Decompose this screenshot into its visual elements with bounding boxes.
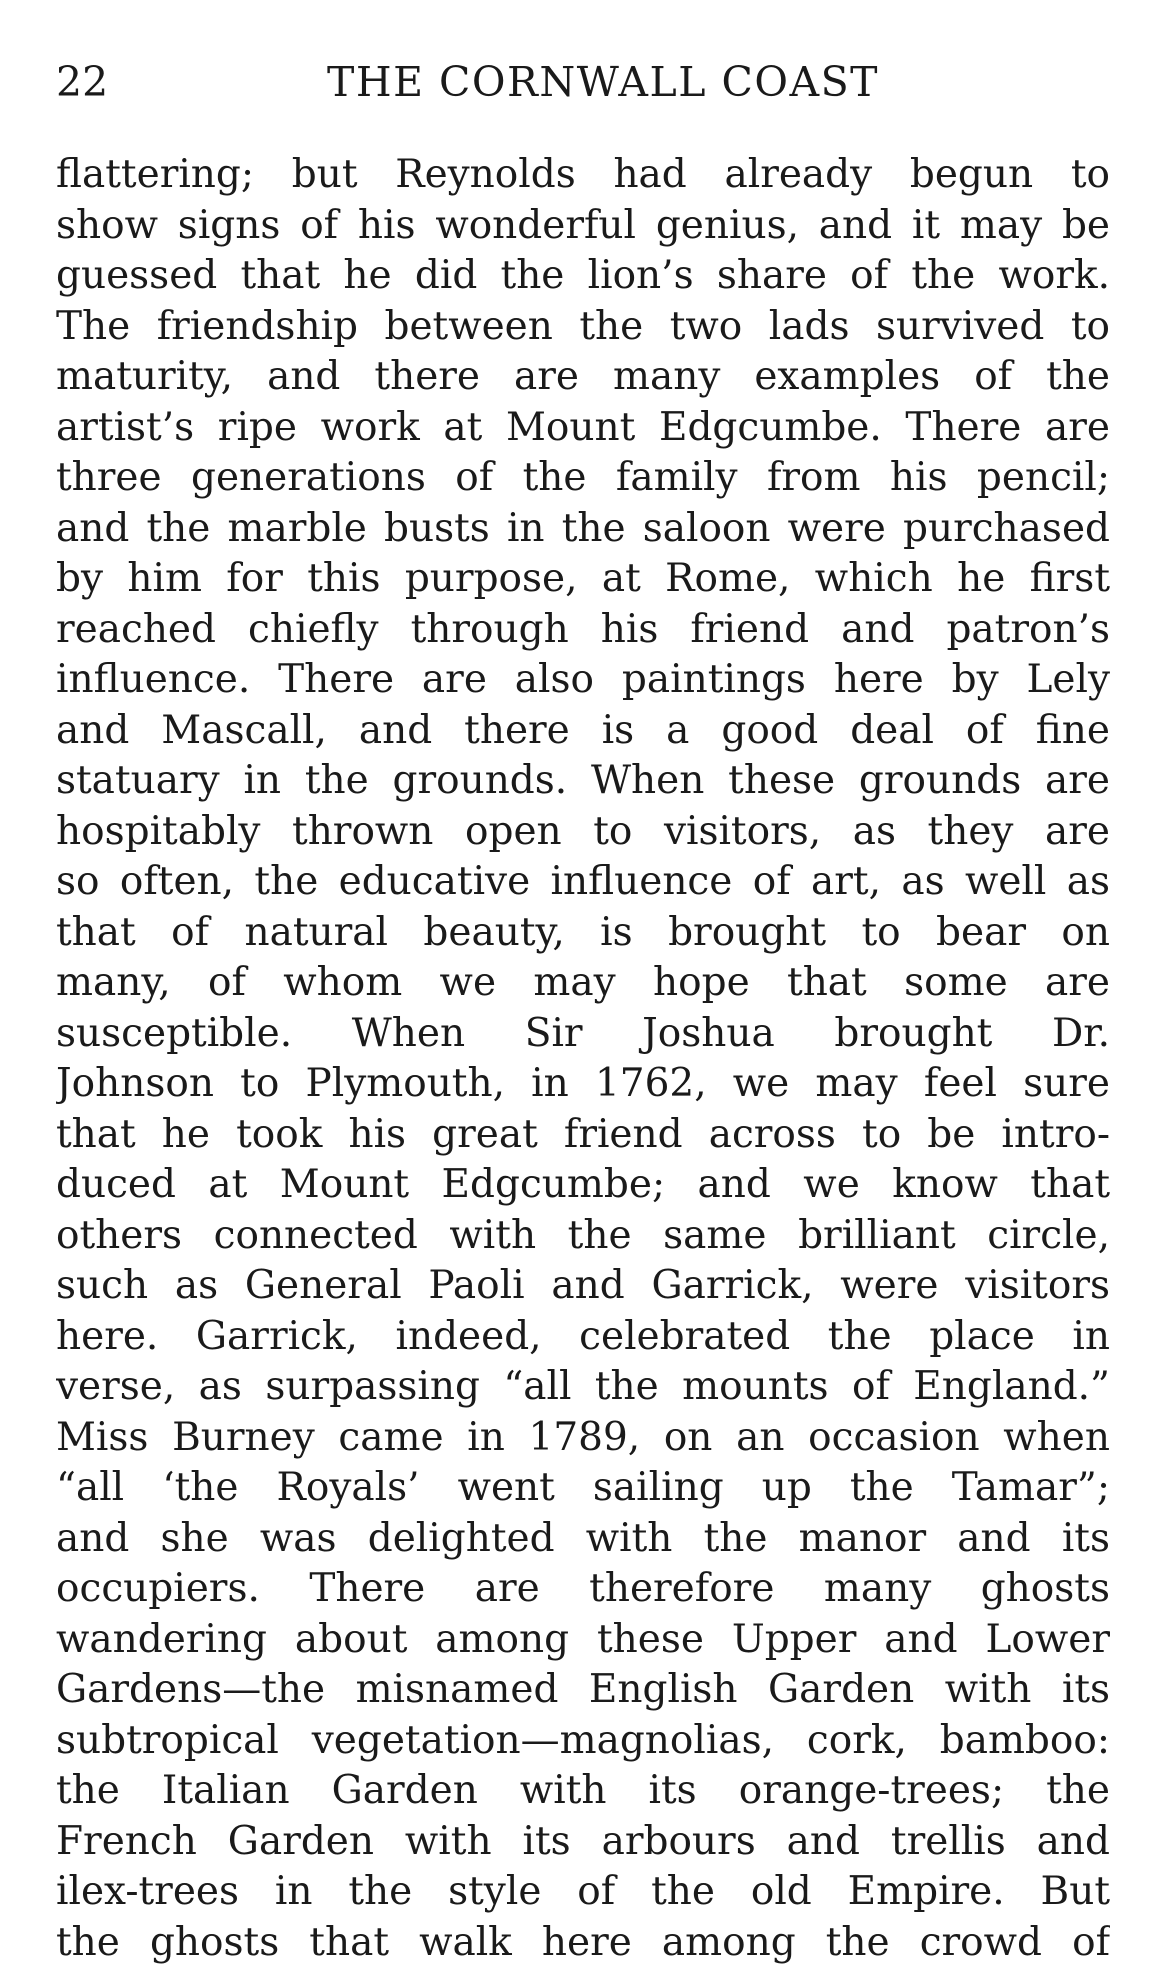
text-line: three generations of the family from his pencil; [56, 455, 1110, 500]
text-line: occupiers. There are therefore many ghosts [56, 1566, 1110, 1611]
text-line: such as General Paoli and Garrick, were visitors [56, 1263, 1110, 1308]
text-line: and Mascall, and there is a good deal of fine [56, 707, 1110, 753]
text-line: by him for this purpose, at Rome, which he first [56, 556, 1110, 601]
text-line: duced at Mount Edgcumbe; and we know that [56, 1162, 1110, 1207]
text-line: Miss Burney came in 1789, on an occasion when [56, 1414, 1110, 1460]
text-line: show signs of his wonderful genius, and it may be [56, 202, 1110, 248]
text-line: wandering about among these Upper and Lower [56, 1616, 1110, 1662]
text-line: here. Garrick, indeed, celebrated the place in [56, 1313, 1110, 1359]
text-line: reached chiefly through his friend and patron’s [56, 606, 1110, 652]
text-line: and the marble busts in the saloon were purchased [56, 505, 1110, 551]
text-line: artist’s ripe work at Mount Edgcumbe. There are [56, 404, 1110, 450]
page-number: 22 [56, 58, 109, 106]
text-line: verse, as surpassing “all the mounts of England.” [56, 1364, 1110, 1409]
text-line: that he took his great friend across to be intro- [56, 1111, 1110, 1157]
running-head [56, 52, 1110, 112]
text-line: the Italian Garden with its orange-trees; the [56, 1768, 1110, 1813]
text-line: guessed that he did the lion’s share of the work. [56, 253, 1110, 298]
text-line: subtropical vegetation—magnolias, cork, bamboo: [56, 1717, 1110, 1763]
text-line: French Garden with its arbours and trellis and [56, 1818, 1110, 1864]
text-line: that of natural beauty, is brought to bear on [56, 909, 1110, 955]
text-line: The friendship between the two lads survived to [56, 303, 1110, 349]
text-line: maturity, and there are many examples of the [56, 354, 1110, 399]
text-line: Johnson to Plymouth, in 1762, we may feel sure [56, 1061, 1110, 1106]
text-line: many, of whom we may hope that some are [56, 960, 1110, 1005]
text-line: the ghosts that walk here among the crowd of [56, 1919, 1110, 1965]
text-line: and she was delighted with the manor and its [56, 1515, 1110, 1561]
text-line: “all ‘the Royals’ went sailing up the Tamar”; [56, 1465, 1110, 1510]
body-text [56, 150, 1110, 1968]
running-title: THE CORNWALL COAST [326, 58, 879, 106]
text-line: so often, the educative influence of art, as well as [56, 859, 1110, 904]
text-line: susceptible. When Sir Joshua brought Dr. [56, 1010, 1110, 1056]
text-line: hospitably thrown open to visitors, as they are [56, 808, 1110, 854]
text-line: others connected with the same brilliant circle, [56, 1212, 1110, 1258]
text-line: ilex-trees in the style of the old Empire. But [56, 1869, 1110, 1914]
text-line: flattering; but Reynolds had already begun to [56, 152, 1110, 197]
text-line: influence. There are also paintings here by Lely [56, 657, 1110, 702]
text-line: statuary in the grounds. When these grounds are [56, 758, 1110, 803]
text-line: Gardens—the misnamed English Garden with its [56, 1667, 1110, 1712]
